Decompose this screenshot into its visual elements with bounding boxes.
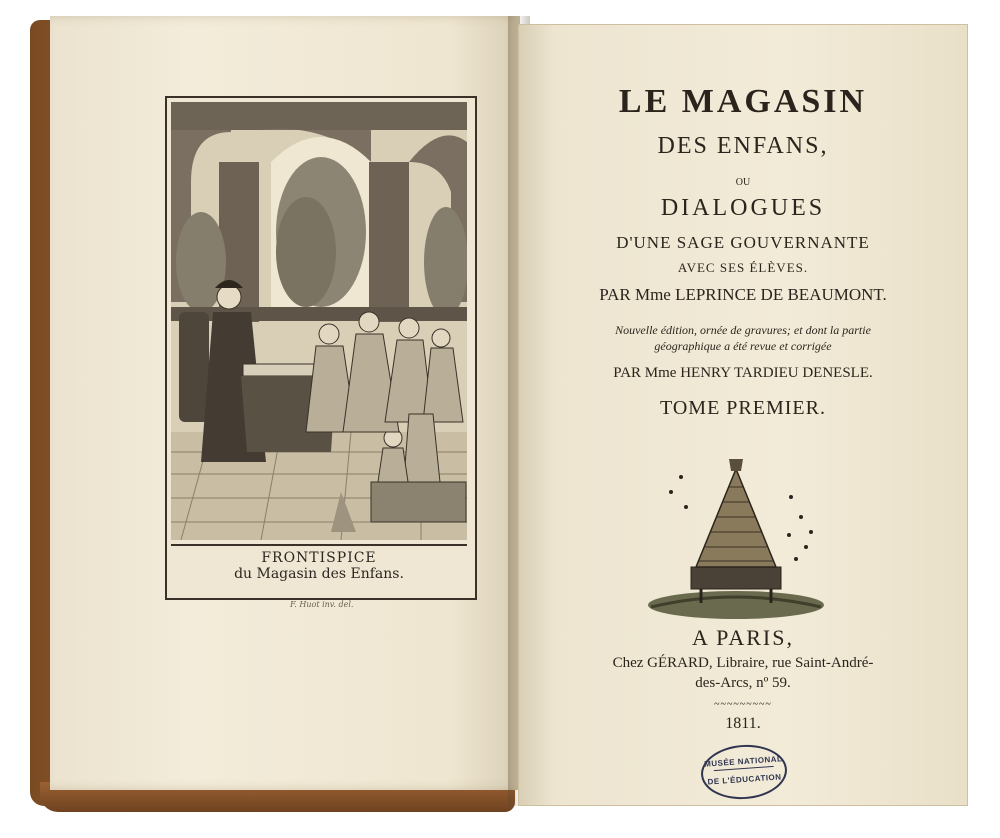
title-dialogues: DIALOGUES	[660, 195, 826, 221]
title-page	[518, 24, 968, 806]
stamp-line2: DE L'ÉDUCATION	[707, 772, 782, 787]
publisher-line1: Chez GÉRARD, Libraire, rue Saint-André-	[612, 655, 874, 671]
title-ou: OU	[735, 177, 751, 188]
volume-line: TOME PREMIER.	[660, 397, 826, 419]
title-avec-eleves: AVEC SES ÉLÈVES.	[677, 260, 809, 275]
reviser-line: PAR Mme HENRY TARDIEU DENESLE.	[613, 365, 873, 381]
main-title: LE MAGASIN	[618, 83, 868, 120]
museum-stamp	[699, 742, 789, 802]
open-book	[30, 12, 970, 812]
beehive-vignette	[641, 447, 831, 625]
frontispiece-caption	[171, 544, 467, 592]
engraver-credit: F. Huot inv. del.	[290, 600, 354, 609]
ornament-rule: ~~~~~~~~~	[714, 699, 772, 710]
frontispiece-scene	[171, 102, 467, 540]
title-sage-gouvernante: D'UNE SAGE GOUVERNANTE	[616, 233, 870, 252]
stamp-line1: MUSÉE NATIONAL	[703, 754, 783, 769]
imprint-city: A PARIS,	[691, 625, 794, 650]
edition-note-line1: Nouvelle édition, ornée de gravures; et dont la partie	[615, 323, 871, 337]
edition-note-line2: géographique a été revue et corrigée	[654, 339, 832, 353]
publication-year: 1811.	[725, 715, 761, 732]
title-subtitle: DES ENFANS,	[657, 133, 829, 159]
publisher-line2: des-Arcs, nº 59.	[695, 675, 791, 691]
frontispiece-engraving	[165, 96, 477, 600]
left-page	[50, 16, 520, 790]
caption-subtitle: du Magasin des Enfans.	[234, 566, 404, 582]
caption-title: FRONTISPICE	[261, 550, 377, 566]
engraving-illustration	[171, 102, 467, 540]
author-line: PAR Mme LEPRINCE DE BEAUMONT.	[599, 285, 887, 304]
